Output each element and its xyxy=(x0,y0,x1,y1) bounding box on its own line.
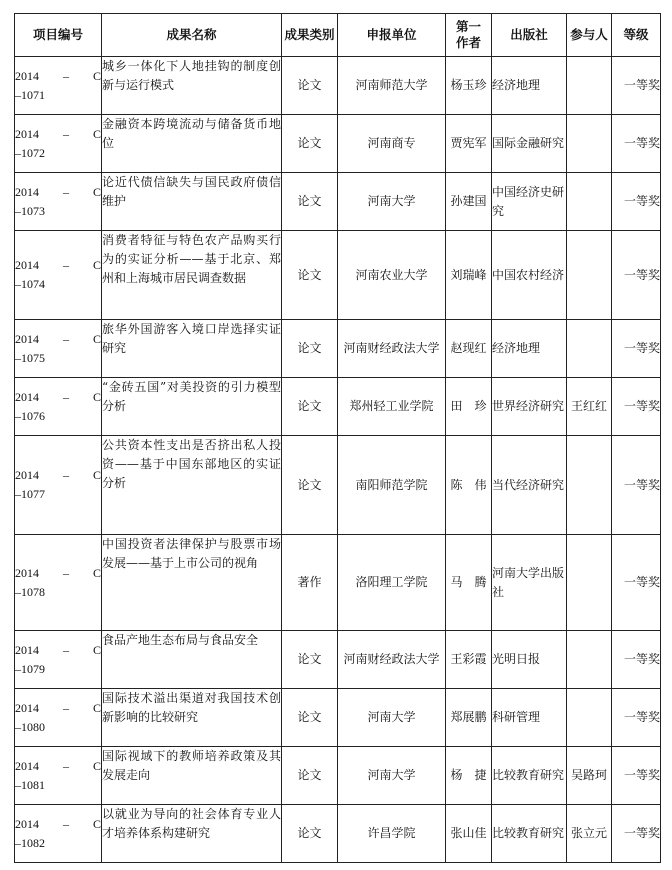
cell-unit: 河南大学 xyxy=(338,173,446,231)
project-id-letter: C xyxy=(92,642,101,657)
cell-grade: 一等奖 xyxy=(612,231,661,320)
cell-category: 论文 xyxy=(282,231,338,320)
project-id-letter: C xyxy=(92,816,101,831)
cell-grade: 一等奖 xyxy=(612,57,661,115)
table-row xyxy=(15,436,661,535)
cell-participant xyxy=(567,231,612,320)
project-id-letter: C xyxy=(92,468,101,482)
header-participants: 参与人 xyxy=(567,14,612,57)
project-id-letter: C xyxy=(92,331,101,346)
cell-result-name: 旅华外国游客入境口岸选择实证研究 xyxy=(102,320,282,378)
project-id-year: 2014 xyxy=(15,758,39,773)
cell-grade: 一等奖 xyxy=(612,535,661,631)
cell-publisher: 经济地理 xyxy=(492,57,567,115)
project-id-number: –1077 xyxy=(15,487,45,501)
cell-grade: 一等奖 xyxy=(612,747,661,805)
project-id-year: 2014 xyxy=(15,565,39,580)
cell-project-id xyxy=(15,378,102,436)
cell-unit: 河南商专 xyxy=(338,115,446,173)
cell-unit: 河南农业大学 xyxy=(338,231,446,320)
project-id-letter: C xyxy=(92,258,101,272)
cell-publisher: 河南大学出版社 xyxy=(492,535,567,631)
header-name: 成果名称 xyxy=(102,14,282,57)
cell-result-name: 城乡一体化下人地挂钩的制度创新与运行模式 xyxy=(102,57,282,115)
project-id-top xyxy=(15,256,101,275)
cell-first-author: 赵现红 xyxy=(446,320,492,378)
cell-grade: 一等奖 xyxy=(612,173,661,231)
project-id-year: 2014 xyxy=(15,184,39,199)
project-id-dash: – xyxy=(62,700,69,715)
cell-first-author: 张山佳 xyxy=(446,805,492,863)
cell-unit: 河南财经政法大学 xyxy=(338,631,446,689)
cell-unit: 河南大学 xyxy=(338,689,446,747)
cell-category: 论文 xyxy=(282,747,338,805)
cell-result-name: 食品产地生态布局与食品安全 xyxy=(102,631,282,689)
cell-grade: 一等奖 xyxy=(612,689,661,747)
project-id-top xyxy=(15,67,101,86)
cell-first-author: 郑展鹏 xyxy=(446,689,492,747)
cell-grade: 一等奖 xyxy=(612,115,661,173)
cell-result-name: 以就业为导向的社会体育专业人才培养体系构建研究 xyxy=(102,805,282,863)
cell-category: 论文 xyxy=(282,689,338,747)
project-id-dash: – xyxy=(62,758,69,773)
cell-unit: 郑州轻工业学院 xyxy=(338,378,446,436)
cell-project-id xyxy=(15,747,102,805)
cell-unit: 南阳师范学院 xyxy=(338,436,446,535)
project-id-top xyxy=(15,183,101,202)
cell-participant xyxy=(567,436,612,535)
cell-category: 论文 xyxy=(282,115,338,173)
cell-publisher: 国际金融研究 xyxy=(492,115,567,173)
cell-result-name: 中国投资者法律保护与股票市场发展——基于上市公司的视角 xyxy=(102,535,282,631)
cell-project-id xyxy=(15,57,102,115)
project-id-dash: – xyxy=(62,184,69,199)
project-id-dash: – xyxy=(62,642,69,657)
cell-category: 论文 xyxy=(282,320,338,378)
project-id-number: –1080 xyxy=(15,719,45,734)
cell-first-author: 陈 伟 xyxy=(446,436,492,535)
project-id-number: –1078 xyxy=(15,584,45,599)
cell-participant: 王红红 xyxy=(567,378,612,436)
cell-participant xyxy=(567,57,612,115)
cell-result-name: 消费者特征与特色农产品购买行为的实证分析——基于北京、郑州和上海城市居民调查数据 xyxy=(102,231,282,320)
project-id-year: 2014 xyxy=(15,389,39,404)
cell-grade: 一等奖 xyxy=(612,805,661,863)
cell-participant xyxy=(567,689,612,747)
cell-unit: 河南财经政法大学 xyxy=(338,320,446,378)
cell-publisher: 光明日报 xyxy=(492,631,567,689)
cell-category: 论文 xyxy=(282,173,338,231)
project-id-letter: C xyxy=(92,565,101,580)
table-row xyxy=(15,115,661,173)
cell-participant xyxy=(567,631,612,689)
project-id-letter: C xyxy=(92,758,101,773)
header-first-author-line1: 第一 xyxy=(455,19,481,34)
table-header-row xyxy=(15,14,661,57)
table-row xyxy=(15,378,661,436)
project-id-year: 2014 xyxy=(15,258,39,272)
cell-category: 著作 xyxy=(282,535,338,631)
cell-project-id xyxy=(15,231,102,320)
project-id-number: –1072 xyxy=(15,145,45,160)
header-first-author-line2: 作者 xyxy=(455,35,481,50)
table-row xyxy=(15,805,661,863)
project-id-dash: – xyxy=(62,389,69,404)
header-first-author xyxy=(446,14,492,57)
cell-project-id xyxy=(15,631,102,689)
project-id-top xyxy=(15,699,101,718)
cell-grade: 一等奖 xyxy=(612,631,661,689)
header-grade: 等级 xyxy=(612,14,661,57)
cell-result-name: 论近代债信缺失与国民政府债信维护 xyxy=(102,173,282,231)
project-id-dash: – xyxy=(62,816,69,831)
project-id-dash: – xyxy=(62,565,69,580)
cell-result-name: 国际视域下的教师培养政策及其发展走向 xyxy=(102,747,282,805)
project-id-letter: C xyxy=(92,68,101,83)
cell-first-author: 马 腾 xyxy=(446,535,492,631)
cell-result-name: 国际技术溢出渠道对我国技术创新影响的比较研究 xyxy=(102,689,282,747)
project-id-dash: – xyxy=(62,468,69,482)
cell-publisher: 中国农村经济 xyxy=(492,231,567,320)
project-id-number: –1081 xyxy=(15,777,45,792)
cell-publisher: 当代经济研究 xyxy=(492,436,567,535)
cell-participant xyxy=(567,535,612,631)
project-id-year: 2014 xyxy=(15,331,39,346)
cell-category: 论文 xyxy=(282,57,338,115)
project-id-number: –1076 xyxy=(15,408,45,423)
table-row xyxy=(15,747,661,805)
project-id-dash: – xyxy=(62,68,69,83)
cell-result-name: 公共资本性支出是否挤出私人投资——基于中国东部地区的实证分析 xyxy=(102,436,282,535)
cell-unit: 河南师范大学 xyxy=(338,57,446,115)
cell-unit: 河南大学 xyxy=(338,747,446,805)
project-id-number: –1079 xyxy=(15,661,45,676)
cell-publisher: 比较教育研究 xyxy=(492,747,567,805)
project-id-number: –1075 xyxy=(15,350,45,365)
cell-grade: 一等奖 xyxy=(612,436,661,535)
project-id-top xyxy=(15,564,101,583)
cell-participant: 吴路珂 xyxy=(567,747,612,805)
cell-category: 论文 xyxy=(282,378,338,436)
cell-first-author: 刘瑞峰 xyxy=(446,231,492,320)
cell-category: 论文 xyxy=(282,436,338,535)
header-unit: 申报单位 xyxy=(338,14,446,57)
project-id-letter: C xyxy=(92,700,101,715)
cell-first-author: 杨 捷 xyxy=(446,747,492,805)
table-row xyxy=(15,535,661,631)
cell-first-author: 王彩霞 xyxy=(446,631,492,689)
table-row xyxy=(15,320,661,378)
project-id-year: 2014 xyxy=(15,68,39,83)
project-id-number: –1073 xyxy=(15,203,45,218)
cell-grade: 一等奖 xyxy=(612,320,661,378)
project-id-top xyxy=(15,330,101,349)
project-id-letter: C xyxy=(92,389,101,404)
project-id-top xyxy=(15,641,101,660)
cell-project-id xyxy=(15,436,102,535)
table-row xyxy=(15,689,661,747)
cell-project-id xyxy=(15,173,102,231)
cell-project-id xyxy=(15,115,102,173)
cell-publisher: 中国经济史研究 xyxy=(492,173,567,231)
cell-first-author: 孙建国 xyxy=(446,173,492,231)
cell-first-author: 杨玉珍 xyxy=(446,57,492,115)
project-id-top xyxy=(15,388,101,407)
table-row xyxy=(15,173,661,231)
cell-unit: 许昌学院 xyxy=(338,805,446,863)
project-id-top xyxy=(15,815,101,834)
header-id: 项目编号 xyxy=(15,14,102,57)
cell-unit: 洛阳理工学院 xyxy=(338,535,446,631)
table-row xyxy=(15,231,661,320)
project-id-year: 2014 xyxy=(15,642,39,657)
project-id-top xyxy=(15,757,101,776)
cell-participant xyxy=(567,320,612,378)
project-id-number: –1071 xyxy=(15,87,45,102)
project-id-top xyxy=(15,466,101,485)
project-id-dash: – xyxy=(62,331,69,346)
table-row xyxy=(15,631,661,689)
project-id-year: 2014 xyxy=(15,816,39,831)
project-id-top xyxy=(15,125,101,144)
header-publisher: 出版社 xyxy=(492,14,567,57)
cell-grade: 一等奖 xyxy=(612,378,661,436)
project-id-year: 2014 xyxy=(15,468,39,482)
project-id-year: 2014 xyxy=(15,700,39,715)
cell-publisher: 经济地理 xyxy=(492,320,567,378)
project-id-dash: – xyxy=(62,258,69,272)
cell-publisher: 世界经济研究 xyxy=(492,378,567,436)
cell-category: 论文 xyxy=(282,631,338,689)
cell-publisher: 比较教育研究 xyxy=(492,805,567,863)
cell-project-id xyxy=(15,689,102,747)
cell-result-name: 金融资本跨境流动与储备货币地位 xyxy=(102,115,282,173)
cell-project-id xyxy=(15,805,102,863)
cell-publisher: 科研管理 xyxy=(492,689,567,747)
cell-category: 论文 xyxy=(282,805,338,863)
project-id-year: 2014 xyxy=(15,126,39,141)
project-id-number: –1074 xyxy=(15,277,45,291)
table-row xyxy=(15,57,661,115)
cell-participant xyxy=(567,173,612,231)
cell-first-author: 贾宪军 xyxy=(446,115,492,173)
table-body xyxy=(15,57,661,863)
cell-participant xyxy=(567,115,612,173)
project-id-number: –1082 xyxy=(15,835,45,850)
project-id-letter: C xyxy=(92,184,101,199)
cell-project-id xyxy=(15,535,102,631)
project-id-dash: – xyxy=(62,126,69,141)
cell-first-author: 田 珍 xyxy=(446,378,492,436)
project-id-letter: C xyxy=(92,126,101,141)
awards-table xyxy=(14,13,661,863)
cell-project-id xyxy=(15,320,102,378)
cell-participant: 张立元 xyxy=(567,805,612,863)
cell-result-name: “金砖五国”对美投资的引力模型分析 xyxy=(102,378,282,436)
header-category: 成果类别 xyxy=(282,14,338,57)
